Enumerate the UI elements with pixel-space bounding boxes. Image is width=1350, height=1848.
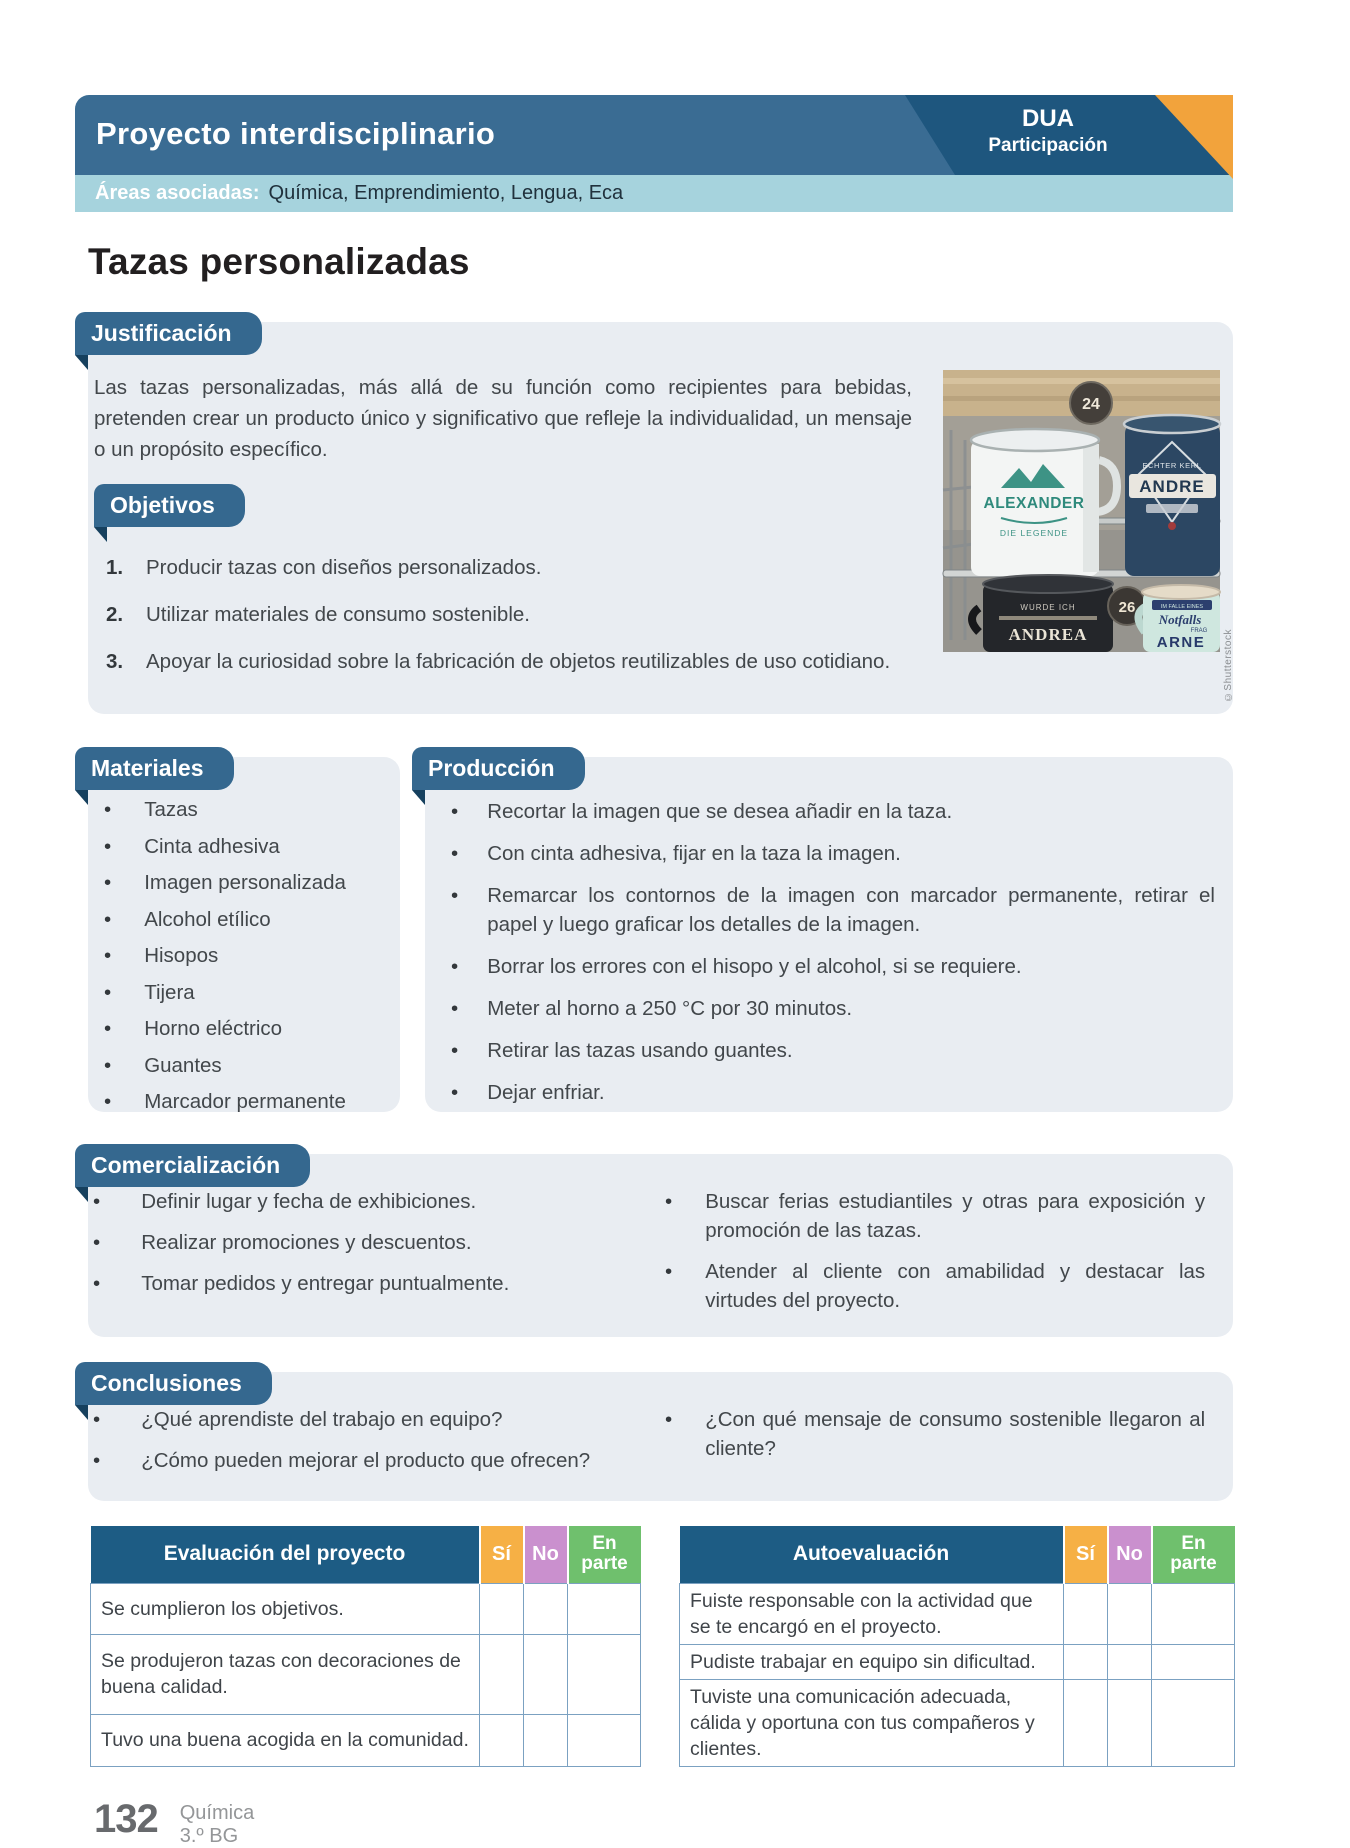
areas-bar — [75, 175, 1233, 212]
objetivo-number: 2. — [106, 603, 124, 626]
conclusion-question: • ¿Con qué mensaje de consumo sostenible llegaron al cliente? — [660, 1405, 1215, 1463]
produccion-step: • Retirar las tazas usando guantes. — [425, 1036, 1215, 1065]
col-header-en-parte: En parte — [1152, 1526, 1235, 1583]
criterion-label: Se produjeron tazas con decoraciones de buena calidad. — [91, 1634, 480, 1715]
svg-text:WURDE ICH: WURDE ICH — [1020, 603, 1076, 612]
svg-text:FRAG: FRAG — [1190, 628, 1208, 634]
conclusiones-col2 — [660, 1405, 1215, 1487]
criterion-label: Tuvo una buena acogida en la comunidad. — [91, 1715, 480, 1766]
material-item: • Hisopos — [88, 945, 392, 967]
materials-production-row — [88, 757, 1233, 1112]
comercializacion-item: • Tomar pedidos y entregar puntualmente. — [88, 1269, 660, 1298]
produccion-step: • Con cinta adhesiva, fijar en la taza la imagen. — [425, 839, 1215, 868]
svg-text:ARNE: ARNE — [1156, 634, 1206, 651]
col-header-en-parte: En parte — [568, 1526, 641, 1583]
table-row — [680, 1679, 1235, 1766]
check-cell-en-parte[interactable] — [568, 1583, 641, 1634]
table-row — [680, 1583, 1235, 1644]
mug-alexander — [971, 429, 1117, 576]
table-title: Autoevaluación — [680, 1526, 1064, 1583]
comercializacion-item: • Atender al cliente con amabilidad y destacar las virtudes del proyecto. — [660, 1257, 1215, 1315]
dua-badge — [963, 105, 1133, 157]
criterion-label: Se cumplieron los objetivos. — [91, 1583, 480, 1634]
footer-grade: 3.º BG — [179, 1824, 239, 1847]
comercializacion-col2 — [660, 1187, 1215, 1327]
conclusiones-col1 — [88, 1405, 660, 1487]
produccion-list — [425, 797, 1215, 1107]
comercializacion-item: • Definir lugar y fecha de exhibiciones. — [88, 1187, 660, 1216]
material-item: • Tazas — [88, 799, 392, 821]
page-number: 132 — [94, 1796, 158, 1841]
tab-materiales: Materiales — [75, 747, 234, 790]
objetivo-text: Apoyar la curiosidad sobre la fabricación de objetos reutilizables de uso cotidiano. — [146, 650, 891, 673]
footer-subject: Química — [179, 1801, 255, 1824]
check-cell-en-parte[interactable] — [1152, 1583, 1235, 1644]
section-comercializacion — [88, 1154, 1233, 1337]
autoevaluacion-table — [679, 1526, 1235, 1767]
materiales-panel — [88, 757, 400, 1112]
svg-text:ANDREA: ANDREA — [1008, 625, 1088, 644]
comercializacion-item: • Buscar ferias estudiantiles y otras para exposición y promoción de las tazas. — [660, 1187, 1215, 1245]
tab-comercializacion: Comercialización — [75, 1144, 310, 1187]
criterion-label: Fuiste responsable con la actividad que se te encargó en el proyecto. — [680, 1583, 1064, 1644]
material-item: • Marcador permanente — [88, 1091, 392, 1113]
project-title: Tazas personalizadas — [88, 241, 470, 282]
conclusion-question: • ¿Qué aprendiste del trabajo en equipo? — [88, 1405, 660, 1434]
produccion-step: • Dejar enfriar. — [425, 1078, 1215, 1107]
objetivo-number: 1. — [106, 556, 124, 579]
svg-text:Notfalls: Notfalls — [1158, 612, 1202, 627]
check-cell-en-parte[interactable] — [568, 1634, 641, 1715]
dua-label: DUA — [1022, 105, 1074, 132]
objetivo-text: Utilizar materiales de consumo sostenible. — [146, 603, 530, 626]
mugs-photo — [943, 370, 1220, 652]
material-item: • Horno eléctrico — [88, 1018, 392, 1040]
dua-sublabel: Participación — [988, 135, 1108, 156]
table-row — [91, 1715, 641, 1766]
col-header-si: Sí — [480, 1526, 524, 1583]
check-cell-no[interactable] — [1108, 1583, 1152, 1644]
check-cell-no[interactable] — [1108, 1644, 1152, 1679]
check-cell-si[interactable] — [1064, 1583, 1108, 1644]
col-header-si: Sí — [1064, 1526, 1108, 1583]
col-header-no: No — [1108, 1526, 1152, 1583]
header-banner — [75, 95, 1233, 175]
table-title: Evaluación del proyecto — [91, 1526, 480, 1583]
check-cell-si[interactable] — [480, 1715, 524, 1766]
material-item: • Imagen personalizada — [88, 872, 392, 894]
criterion-label: Pudiste trabajar en equipo sin dificultad. — [680, 1644, 1064, 1679]
section-justificacion — [88, 322, 1233, 714]
check-cell-no[interactable] — [524, 1715, 568, 1766]
check-cell-si[interactable] — [480, 1634, 524, 1715]
conclusion-question: • ¿Cómo pueden mejorar el producto que ofrecen? — [88, 1446, 660, 1475]
check-cell-no[interactable] — [524, 1583, 568, 1634]
justificacion-panel — [88, 322, 1233, 714]
table-row — [91, 1583, 641, 1634]
produccion-step: • Recortar la imagen que se desea añadir en la taza. — [425, 797, 1215, 826]
evaluation-tables — [90, 1526, 1233, 1767]
material-item: • Tijera — [88, 982, 392, 1004]
page-title: Proyecto interdisciplinario — [96, 116, 496, 151]
svg-text:ECHTER KERL: ECHTER KERL — [1142, 461, 1202, 470]
material-item: • Cinta adhesiva — [88, 836, 392, 858]
evaluacion-table — [90, 1526, 641, 1767]
areas-label: Áreas asociadas: — [95, 182, 260, 204]
criterion-label: Tuviste una comunicación adecuada, cálida y oportuna con tus compañeros y clientes. — [680, 1679, 1064, 1766]
objetivo-number: 3. — [106, 650, 124, 673]
check-cell-si[interactable] — [1064, 1644, 1108, 1679]
price-badge-24 — [1070, 382, 1112, 424]
mug-andre — [1124, 415, 1220, 576]
material-item: • Alcohol etílico — [88, 909, 392, 931]
produccion-step: • Remarcar los contornos de la imagen con marcador permanente, retirar el papel y luego graficar los detalles de la imagen. — [425, 881, 1215, 939]
mug-arne — [1138, 585, 1220, 652]
produccion-panel — [425, 757, 1233, 1112]
produccion-step: • Meter al horno a 250 °C por 30 minutos. — [425, 994, 1215, 1023]
section-conclusiones — [88, 1372, 1233, 1501]
check-cell-si[interactable] — [480, 1583, 524, 1634]
footer-meta — [180, 1797, 254, 1848]
svg-text:ALEXANDER: ALEXANDER — [983, 495, 1085, 512]
mug-andrea — [972, 575, 1113, 652]
table-row — [91, 1634, 641, 1715]
tab-objetivos: Objetivos — [94, 484, 245, 527]
svg-text:DIE LEGENDE: DIE LEGENDE — [999, 528, 1069, 538]
section-materiales — [88, 757, 400, 1112]
check-cell-si[interactable] — [1064, 1679, 1108, 1766]
justificacion-text: Las tazas personalizadas, más allá de su función como recipientes para bebidas, pretenden crear un producto único y significativo que refleje la individualidad, un mensaje o un propósito específico. — [94, 376, 912, 461]
check-cell-en-parte[interactable] — [1152, 1679, 1235, 1766]
comercializacion-item: • Realizar promociones y descuentos. — [88, 1228, 660, 1257]
check-cell-no[interactable] — [1108, 1679, 1152, 1766]
materiales-list — [88, 799, 392, 1113]
material-item: • Guantes — [88, 1055, 392, 1077]
tab-produccion: Producción — [412, 747, 585, 790]
tab-justificacion: Justificación — [75, 312, 262, 355]
section-produccion — [425, 757, 1233, 1112]
photo-credit: ©Shutterstock — [1223, 628, 1234, 702]
comercializacion-col1 — [88, 1187, 660, 1327]
check-cell-en-parte[interactable] — [1152, 1644, 1235, 1679]
produccion-step: • Borrar los errores con el hisopo y el alcohol, si se requiere. — [425, 952, 1215, 981]
check-cell-en-parte[interactable] — [568, 1715, 641, 1766]
svg-text:ANDRE: ANDRE — [1139, 477, 1205, 496]
svg-text:IM FALLE EINES: IM FALLE EINES — [1160, 604, 1204, 610]
objetivo-text: Producir tazas con diseños personalizados. — [146, 556, 542, 579]
svg-text:24: 24 — [1082, 396, 1100, 413]
page-footer — [94, 1797, 1233, 1848]
table-row — [680, 1644, 1235, 1679]
areas-value: Química, Emprendimiento, Lengua, Eca — [268, 182, 624, 204]
check-cell-no[interactable] — [524, 1634, 568, 1715]
col-header-no: No — [524, 1526, 568, 1583]
svg-text:26: 26 — [1118, 599, 1136, 616]
tab-conclusiones: Conclusiones — [75, 1362, 272, 1405]
